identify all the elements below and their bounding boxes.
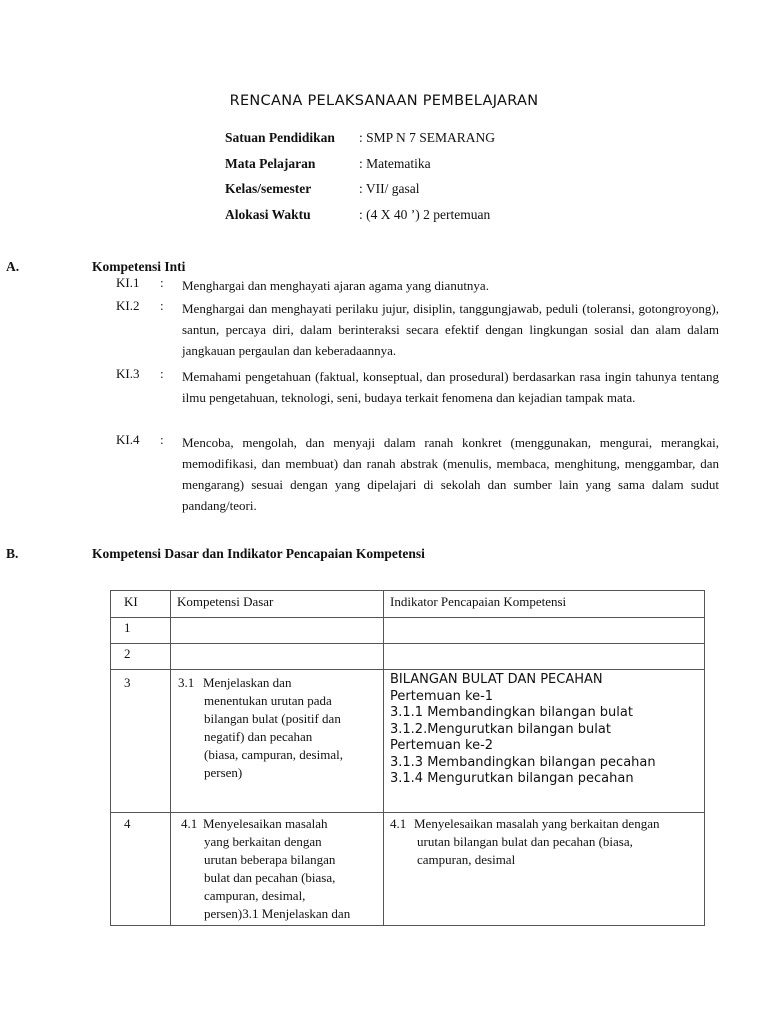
ki-colon: :: [160, 298, 164, 313]
ipk-line: 3.1.3 Membandingkan bilangan pecahan: [390, 754, 656, 770]
document-title: RENCANA PELAKSANAAN PEMBELAJARAN: [229, 93, 539, 109]
ki-colon: :: [160, 275, 164, 290]
kd-line: persen)3.1 Menjelaskan dan: [204, 906, 351, 921]
kd-line-text: Menjelaskan dan: [203, 675, 292, 690]
header-kd-text: Kompetensi Dasar: [177, 594, 274, 609]
ki-colon: :: [160, 432, 164, 447]
kd-line: bilangan bulat (positif dan: [204, 711, 341, 726]
kd-line: persen): [204, 765, 243, 780]
ki-cell: [111, 670, 171, 813]
ipk-text-block: [384, 670, 704, 788]
kd-cell: [171, 618, 384, 644]
kd-number: 3.1: [178, 675, 195, 690]
kd-number: 4.1: [181, 816, 198, 831]
ipk-cell: [384, 670, 705, 813]
ipk-line: Pertemuan ke-1: [390, 688, 494, 704]
ki-cell: [111, 813, 171, 926]
table-header-row: [111, 591, 705, 618]
kd-line: yang berkaitan dengan: [204, 834, 322, 849]
ki-code: KI.1: [116, 275, 140, 290]
header-ki: [111, 591, 171, 618]
identity-value: : SMP N 7 SEMARANG: [359, 130, 496, 145]
table-row: [111, 670, 705, 813]
table-row: [111, 618, 705, 644]
identity-value: : VII/ gasal: [359, 181, 420, 196]
identity-block: [225, 130, 495, 232]
identity-label: Alokasi Waktu: [225, 206, 311, 222]
header-ki-text: KI: [124, 594, 138, 609]
ki-text: Memahami pengetahuan (faktual, konseptual, dan prosedural) berdasarkan rasa ingin tahunya tentang ilmu pengetahuan, teknologi, seni, budaya terkait fenomena dan kejadian tampak mata.: [182, 369, 719, 405]
identity-row-class: [225, 181, 495, 207]
ipk-line: BILANGAN BULAT DAN PECAHAN: [390, 672, 603, 687]
kd-line: (biasa, campuran, desimal,: [204, 747, 343, 762]
ipk-line: campuran, desimal: [417, 852, 516, 867]
ipk-line: 3.1.4 Mengurutkan bilangan pecahan: [390, 771, 634, 786]
ki-item-3: [116, 366, 719, 408]
ki-text: Menghargai dan menghayati perilaku jujur, disiplin, tanggungjawab, peduli (toleransi, gotongroyong), santun, percaya diri, dalam berinteraksi secara efektif dengan lingkungan sosial dan alam dalam jangkauan pergaulan dan keberadaannya.: [182, 301, 719, 358]
ipk-line: 3.1.1 Membandingkan bilangan bulat: [390, 705, 633, 720]
section-b-letter: B.: [6, 546, 19, 561]
ki-item-2: [116, 298, 719, 361]
ki-cell: [111, 644, 171, 670]
section-a-heading: Kompetensi Inti: [92, 259, 186, 274]
kd-cell: [171, 813, 384, 926]
ki-text: Mencoba, mengolah, dan menyaji dalam ranah konkret (menggunakan, mengurai, merangkai, memodifikasi, dan membuat) dan ranah abstrak (menulis, membaca, menghitung, menggambar, dan mengarang) sesuai dengan yang dipelajari di sekolah dan sumber lain yang sama dalam sudut pandang/teori.: [182, 435, 719, 513]
ki-item-1: [116, 275, 719, 296]
ipk-line: 3.1.2.Mengurutkan bilangan bulat: [390, 721, 611, 737]
ki-item-4: [116, 432, 719, 516]
ipk-cell: [384, 618, 705, 644]
ki-code: KI.3: [116, 366, 140, 381]
ki-cell: [111, 618, 171, 644]
table-row: [111, 644, 705, 670]
ipk-line: [390, 815, 700, 833]
header-ipk-text: Indikator Pencapaian Kompetensi: [390, 594, 567, 609]
ipk-cell: [384, 644, 705, 670]
kd-line: [181, 815, 379, 833]
section-a-letter: A.: [6, 259, 20, 274]
kd-cell: [171, 670, 384, 813]
kd-line: campuran, desimal,: [204, 888, 306, 903]
section-b-heading: Kompetensi Dasar dan Indikator Pencapaian Kompetensi: [92, 546, 425, 561]
kd-text-block: [171, 813, 383, 923]
ki-colon: :: [160, 366, 164, 381]
ipk-line: urutan bilangan bulat dan pecahan (biasa,: [417, 834, 633, 849]
ipk-cell: [384, 813, 705, 926]
kd-text-block: [171, 670, 383, 782]
kd-line: bulat dan pecahan (biasa,: [204, 870, 336, 885]
competency-table: [110, 590, 705, 926]
ki-number: 4: [124, 816, 131, 831]
kd-line: [178, 674, 379, 692]
ipk-text-block: [384, 813, 704, 869]
header-kd: [171, 591, 384, 618]
identity-label: Satuan Pendidikan: [225, 130, 335, 145]
header-ipk: [384, 591, 705, 618]
ki-code: KI.4: [116, 432, 140, 447]
identity-row-time: [225, 207, 495, 233]
ipk-line-text: Menyelesaikan masalah yang berkaitan dengan: [414, 816, 660, 831]
ipk-number: 4.1: [390, 816, 407, 831]
identity-label: Kelas/semester: [225, 181, 312, 196]
kd-line: menentukan urutan pada: [204, 693, 332, 708]
identity-value: : (4 X 40 ’) 2 pertemuan: [359, 206, 491, 222]
identity-label: Mata Pelajaran: [225, 155, 316, 171]
kd-line: urutan beberapa bilangan: [204, 852, 336, 867]
identity-row-subject: [225, 156, 495, 182]
ki-number: 1: [124, 620, 131, 635]
ki-number: 3: [124, 675, 131, 690]
identity-value: : Matematika: [359, 155, 431, 171]
kd-line-text: Menyelesaikan masalah: [203, 816, 328, 831]
ki-text: Menghargai dan menghayati ajaran agama yang dianutnya.: [182, 278, 489, 293]
kd-line: negatif) dan pecahan: [204, 729, 313, 744]
ki-code: KI.2: [116, 298, 140, 313]
kd-cell: [171, 644, 384, 670]
ki-number: 2: [124, 646, 131, 661]
table-row: [111, 813, 705, 926]
ipk-line: Pertemuan ke-2: [390, 738, 494, 753]
identity-row-school: [225, 130, 495, 156]
